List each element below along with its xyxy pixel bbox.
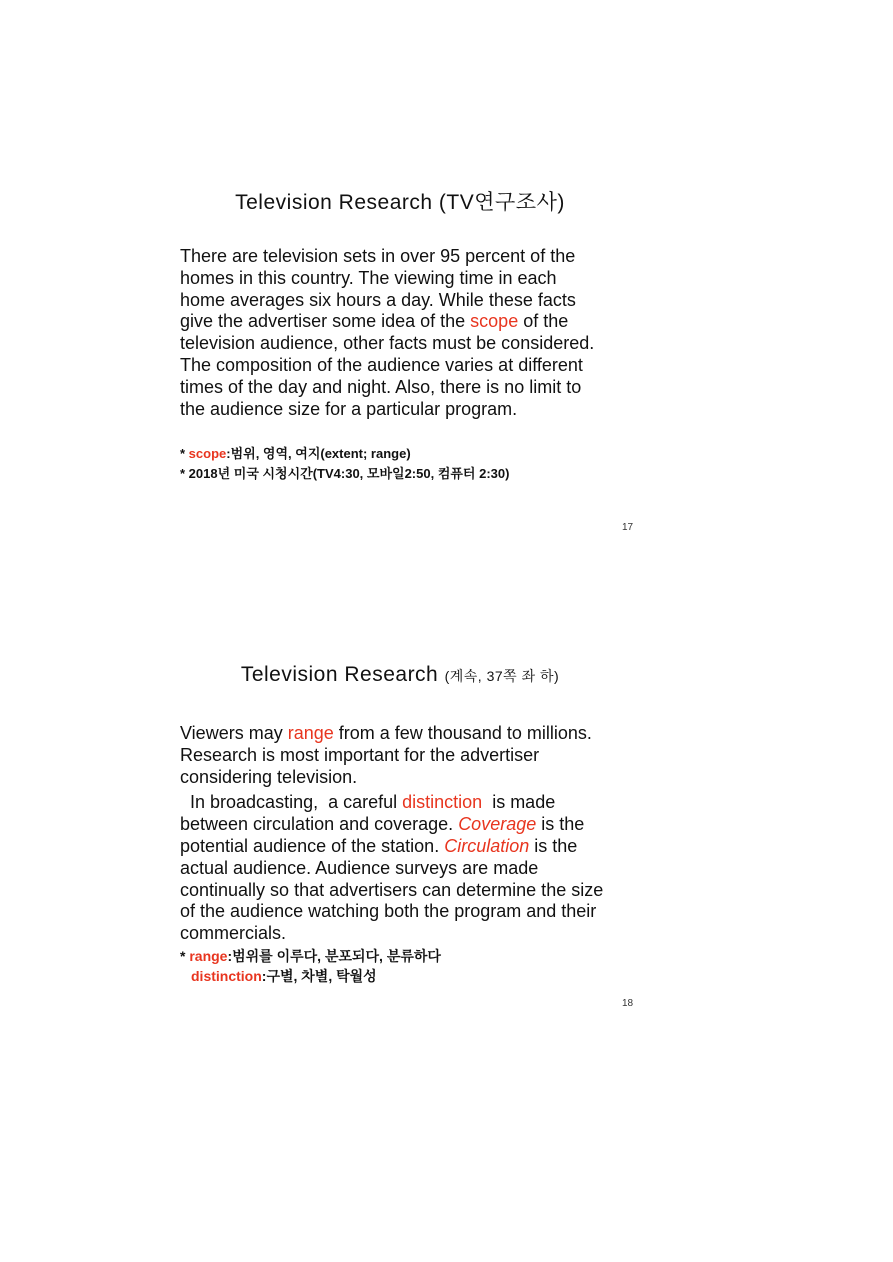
keyword-distinction: distinction [402, 792, 483, 813]
note-keyword: scope [188, 446, 227, 461]
title-text: Television Research [235, 191, 433, 214]
body-line: Research is most important for the advertiser [180, 744, 540, 765]
note-line: * 2018년 미국 시청시간(TV4:30, 모바일2:50, 컴퓨터 2:30) [180, 466, 510, 481]
keyword-scope: scope [470, 311, 519, 332]
body-line [180, 723, 640, 745]
line-text: of the [518, 311, 569, 332]
keyword-circulation: Circulation [444, 835, 530, 856]
body-line: home averages six hours a day. While these facts [180, 289, 576, 310]
body-line [180, 311, 640, 333]
body-line: There are television sets in over 95 percent of the [180, 246, 576, 266]
body-line: times of the day and night. Also, there is no limit to [180, 376, 582, 397]
body-line: the audience size for a particular program. [180, 398, 518, 419]
slide-title [0, 663, 800, 687]
body-line: homes in this country. The viewing time in each [180, 267, 557, 288]
vocab-notes [180, 946, 441, 986]
page-number: 17 [622, 522, 634, 533]
line-text: is the [536, 814, 585, 835]
title-suffix: (계속, 37쪽 좌 하) [444, 668, 560, 684]
note-bullet: * [180, 948, 190, 964]
body-line [180, 792, 640, 814]
line-text: potential audience of the station. [180, 835, 445, 856]
note-line [180, 946, 441, 966]
body-line: actual audience. Audience surveys are made [180, 857, 539, 878]
note-bullet: * [180, 446, 189, 461]
body-line: commercials. [180, 923, 287, 944]
line-text: between circulation and coverage. [180, 814, 459, 835]
slide-title [0, 186, 800, 216]
note-keyword: range [189, 948, 228, 964]
line-text: give the advertiser some idea of the [180, 311, 471, 332]
title-suffix: (TV연구조사) [438, 191, 565, 214]
line-text: is made [482, 792, 556, 813]
body-line: considering television. [180, 766, 358, 787]
line-text: from a few thousand to millions. [333, 723, 592, 743]
slide-17 [0, 0, 893, 560]
keyword-coverage: Coverage [458, 814, 537, 835]
line-text: Viewers may [180, 723, 288, 743]
note-line [180, 444, 509, 464]
title-text: Television Research [240, 663, 439, 686]
body-line [180, 836, 640, 858]
page-number: 18 [622, 998, 634, 1009]
body-line: continually so that advertisers can determine the size [180, 879, 604, 900]
slide-body [180, 246, 640, 420]
note-definition: :범위를 이루다, 분포되다, 분류하다 [227, 948, 441, 964]
body-line: of the audience watching both the program and their [180, 901, 597, 922]
body-line: The composition of the audience varies at different [180, 354, 583, 375]
slide-18 [0, 600, 893, 1040]
line-text: is the [529, 835, 578, 856]
body-line [180, 814, 640, 836]
line-text: In broadcasting, a careful [180, 792, 403, 813]
note-line [180, 966, 441, 986]
slide-body [180, 723, 640, 945]
body-line: television audience, other facts must be considered. [180, 333, 595, 354]
vocab-notes [180, 444, 509, 484]
note-definition: :구별, 차별, 탁월성 [261, 968, 377, 984]
note-keyword: distinction [191, 968, 262, 984]
note-definition: :범위, 영역, 여지(extent; range) [226, 446, 411, 461]
keyword-range: range [287, 723, 334, 743]
